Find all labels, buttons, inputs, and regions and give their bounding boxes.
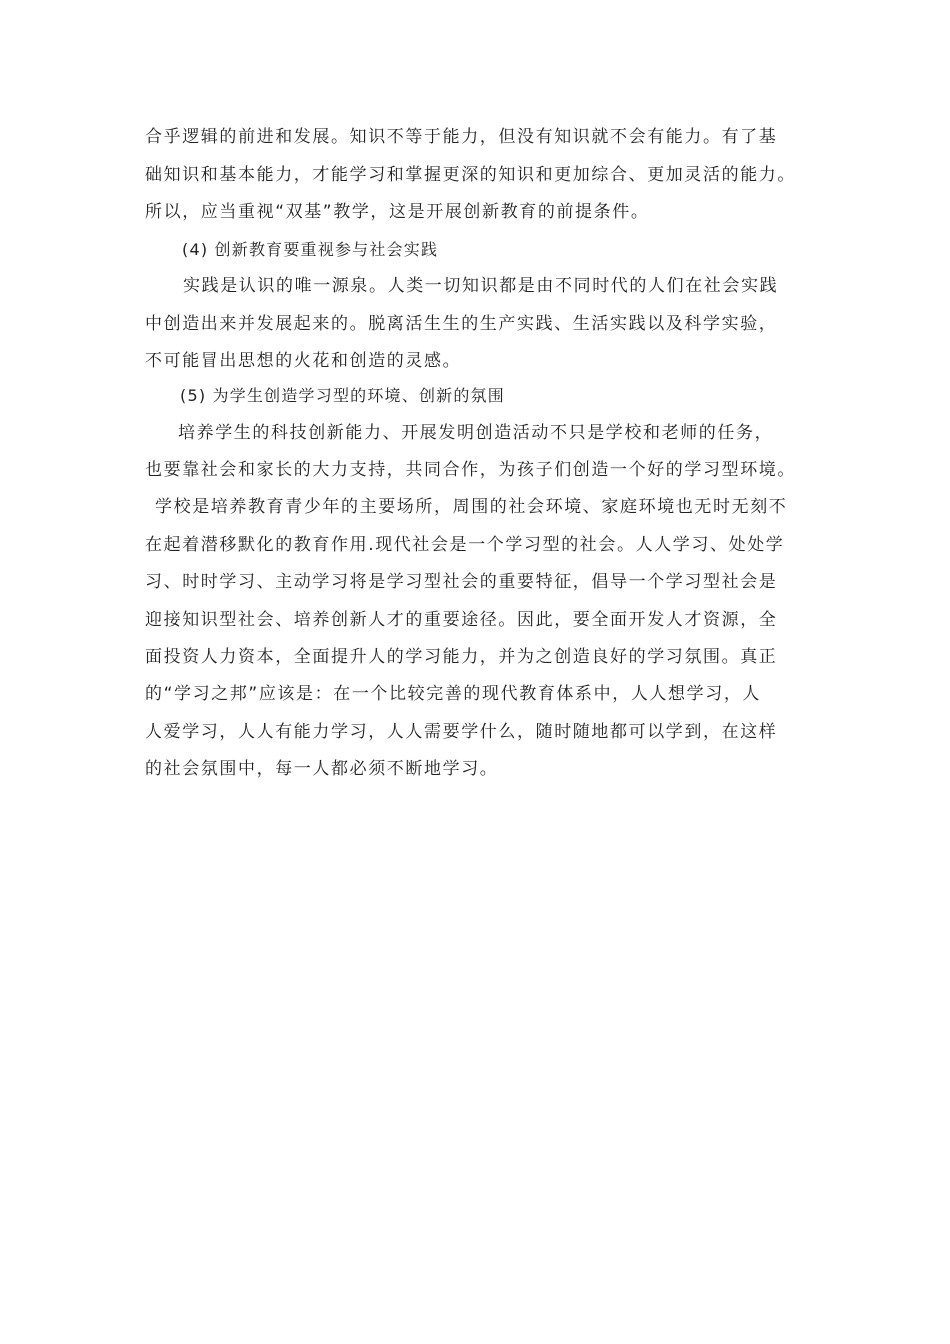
paragraph-3-line-7: 面投资人力资本，全面提升人的学习能力，并为之创造良好的学习氛围。真正 (145, 647, 778, 667)
paragraph-3-line-3: 学校是培养教育青少年的主要场所，周围的社会环境、家庭环境也无时无刻不 (155, 497, 788, 517)
section-heading-5: (5) 为学生创造学习型的环境、创新的氛围 (180, 386, 505, 405)
paragraph-1-line-1: 合乎逻辑的前进和发展。知识不等于能力，但没有知识就不会有能力。有了基 (145, 127, 778, 147)
paragraph-2-line-3: 不可能冒出思想的火花和创造的灵感。 (145, 351, 462, 371)
paragraph-3-line-2: 也要靠社会和家长的大力支持，共同合作，为孩子们创造一个好的学习型环境。 (145, 460, 796, 480)
paragraph-3-line-10: 的社会氛围中，每一人都必须不断地学习。 (145, 759, 499, 779)
paragraph-3-line-1: 培养学生的科技创新能力、开展发明创造活动不只是学校和老师的任务， (178, 423, 774, 443)
paragraph-2-line-1: 实践是认识的唯一源泉。人类一切知识都是由不同时代的人们在社会实践 (183, 276, 779, 296)
paragraph-3-line-6: 迎接知识型社会、培养创新人才的重要途径。因此，要全面开发人才资源，全 (145, 610, 778, 630)
paragraph-1-line-2: 础知识和基本能力，才能学习和掌握更深的知识和更加综合、更加灵活的能力。 (145, 165, 796, 185)
paragraph-3-line-4: 在起着潜移默化的教育作用.现代社会是一个学习型的社会。人人学习、处处学 (145, 535, 785, 555)
paragraph-3-line-5: 习、时时学习、主动学习将是学习型社会的重要特征，倡导一个学习型社会是 (145, 572, 778, 592)
section-heading-4: (4) 创新教育要重视参与社会实践 (182, 240, 439, 259)
paragraph-3-line-9: 人爱学习，人人有能力学习，人人需要学什么，随时随地都可以学到，在这样 (145, 722, 778, 742)
paragraph-1-line-3: 所以，应当重视“双基”教学，这是开展创新教育的前提条件。 (145, 202, 650, 222)
paragraph-3-line-8: 的“学习之邦”应该是：在一个比较完善的现代教育体系中，人人想学习，人 (145, 684, 762, 704)
paragraph-2-line-2: 中创造出来并发展起来的。脱离活生生的生产实践、生活实践以及科学实验， (145, 314, 778, 334)
